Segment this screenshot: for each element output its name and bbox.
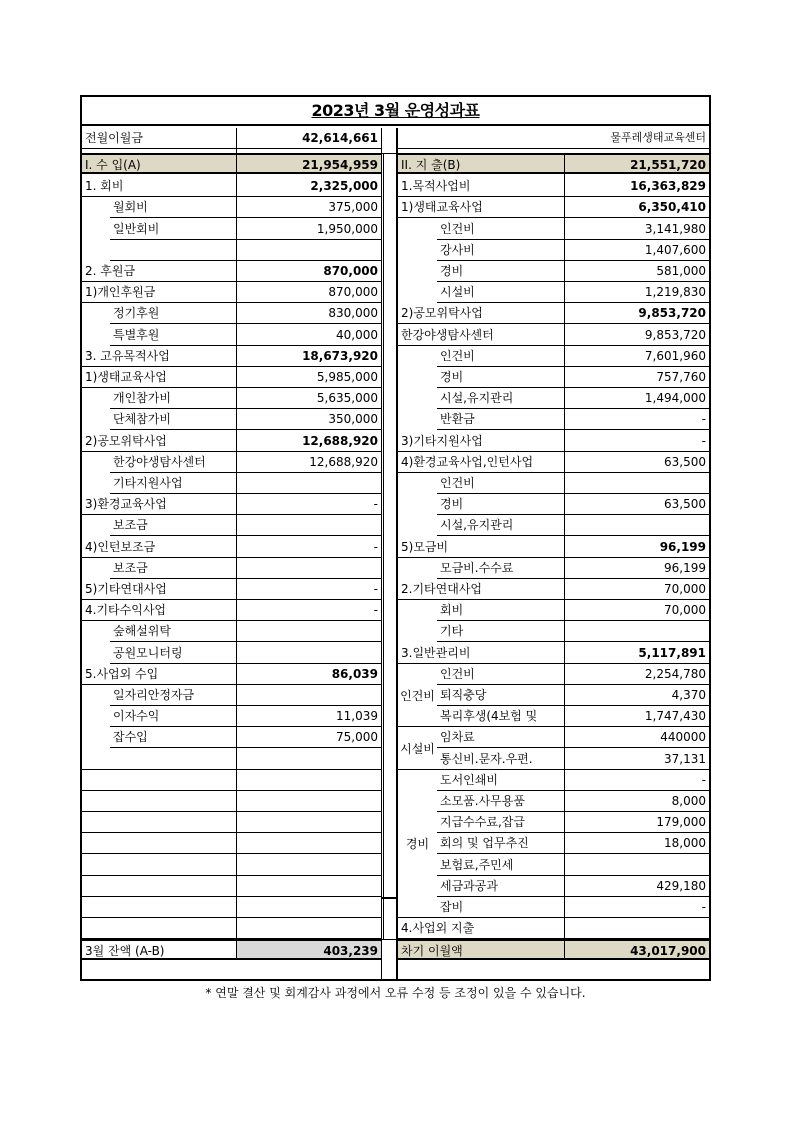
income-row-label: 보조금 bbox=[110, 558, 236, 579]
expense-row-label: 4.사업외 지출 bbox=[398, 918, 564, 939]
expense-row-label: 복리후생(4보험 및 bbox=[437, 706, 564, 727]
expense-row-label: 경비 bbox=[437, 494, 564, 515]
expense-row-label: 2)공모위탁사업 bbox=[398, 303, 564, 324]
expense-row-value: 1,494,000 bbox=[564, 388, 709, 409]
expense-row-label: 시설,유지관리 bbox=[437, 515, 564, 536]
income-row-label: 개인참가비 bbox=[110, 388, 236, 409]
income-row-value: 86,039 bbox=[236, 664, 381, 685]
income-row-value bbox=[236, 473, 381, 494]
income-row-value bbox=[236, 240, 381, 261]
expense-row-value: 63,500 bbox=[564, 494, 709, 515]
expense-row-value: 581,000 bbox=[564, 261, 709, 282]
income-row-empty bbox=[82, 876, 236, 897]
expense-row-label: 인건비 bbox=[437, 219, 564, 240]
report-title: 2023년 3월 운영성과표 bbox=[311, 101, 480, 120]
expense-row-label: 인건비 bbox=[437, 473, 564, 494]
expense-row-value: 440000 bbox=[564, 727, 709, 748]
income-row-label: 잡수입 bbox=[110, 727, 236, 748]
carryover-value: 43,017,900 bbox=[564, 939, 709, 960]
income-row-label: 보조금 bbox=[110, 515, 236, 536]
expense-row-value: 757,760 bbox=[564, 367, 709, 388]
income-right-border bbox=[381, 128, 382, 979]
income-row-label: 이자수익 bbox=[110, 706, 236, 727]
income-row-empty bbox=[236, 897, 381, 918]
expense-row-value: 70,000 bbox=[564, 579, 709, 600]
expense-row-value: 16,363,829 bbox=[564, 176, 709, 197]
income-col-divider bbox=[236, 128, 237, 960]
balance-value: 403,239 bbox=[236, 939, 381, 960]
expense-row-value: 179,000 bbox=[564, 812, 709, 833]
expense-row-label: 4)환경교육사업,인턴사업 bbox=[398, 452, 564, 473]
expense-row-value: 429,180 bbox=[564, 876, 709, 897]
expense-row-label: 시설비 bbox=[437, 282, 564, 303]
expense-row-value: 5,117,891 bbox=[564, 643, 709, 664]
expense-row-value: 9,853,720 bbox=[564, 303, 709, 324]
expense-row-value: 37,131 bbox=[564, 749, 709, 770]
expense-row-label: 퇴직충당 bbox=[437, 685, 564, 706]
expense-row-label: 통신비.문자.우편. bbox=[437, 749, 564, 770]
income-row-empty bbox=[82, 918, 236, 939]
expense-row-value: - bbox=[564, 409, 709, 430]
income-row-label: 2. 후원금 bbox=[82, 261, 236, 282]
income-row-value: - bbox=[236, 537, 381, 558]
income-row-value bbox=[236, 643, 381, 664]
expense-row-label: 회의 및 업무추진 bbox=[437, 833, 564, 854]
org-name: 물푸레생태교육센터 bbox=[398, 128, 709, 149]
income-row-empty bbox=[236, 876, 381, 897]
income-row-label: 4.기타수익사업 bbox=[82, 600, 236, 621]
expense-row-label: 세금과공과 bbox=[437, 876, 564, 897]
income-row-label: 5.사업외 수입 bbox=[82, 664, 236, 685]
income-row-value: 75,000 bbox=[236, 727, 381, 748]
expense-row-label: 3)기타지원사업 bbox=[398, 431, 564, 452]
income-row-value: - bbox=[236, 494, 381, 515]
income-row-label: 기타지원사업 bbox=[110, 473, 236, 494]
income-row-label: 일반회비 bbox=[110, 219, 236, 240]
income-header-label: I. 수 입(A) bbox=[82, 153, 236, 174]
income-row-value: - bbox=[236, 579, 381, 600]
income-row-value bbox=[236, 558, 381, 579]
expense-row-label: 1.목적사업비 bbox=[398, 176, 564, 197]
expense-row-value: 4,370 bbox=[564, 685, 709, 706]
income-row-empty bbox=[236, 855, 381, 876]
income-row-empty bbox=[82, 897, 236, 918]
expense-row-label: 임차료 bbox=[437, 727, 564, 748]
income-row-label: 공원모니터링 bbox=[110, 643, 236, 664]
expense-row-label: 소모품.사무용품 bbox=[437, 791, 564, 812]
expense-header-value: 21,551,720 bbox=[564, 153, 709, 174]
income-row-empty bbox=[236, 770, 381, 791]
income-row-value: 40,000 bbox=[236, 325, 381, 346]
income-row-label: 월회비 bbox=[110, 197, 236, 218]
expense-row-value: 2,254,780 bbox=[564, 664, 709, 685]
income-row-empty bbox=[236, 812, 381, 833]
labor-group-label: 인건비 bbox=[398, 664, 437, 728]
income-row-empty bbox=[82, 791, 236, 812]
income-row-value bbox=[236, 515, 381, 536]
income-row-empty bbox=[82, 812, 236, 833]
expense-row-label: 도서인쇄비 bbox=[437, 770, 564, 791]
expense-row-value bbox=[564, 621, 709, 642]
expense-row-label: 보험료,주민세 bbox=[437, 855, 564, 876]
income-row-empty bbox=[236, 918, 381, 939]
expense-row-label: 경비 bbox=[437, 261, 564, 282]
income-row-value: 870,000 bbox=[236, 282, 381, 303]
prev-balance-label: 전월이월금 bbox=[82, 128, 236, 149]
expense-row-value: 9,853,720 bbox=[564, 325, 709, 346]
income-row-label: 일자리안정자금 bbox=[110, 685, 236, 706]
income-row-label: 한강야생탐사센터 bbox=[110, 452, 236, 473]
gap-top-line bbox=[381, 153, 396, 154]
income-row-value: 2,325,000 bbox=[236, 176, 381, 197]
income-row-value: 350,000 bbox=[236, 409, 381, 430]
income-row-value bbox=[236, 621, 381, 642]
income-row-value: 375,000 bbox=[236, 197, 381, 218]
income-row-value: 12,688,920 bbox=[236, 452, 381, 473]
expense-row-label: 기타 bbox=[437, 621, 564, 642]
income-row-value: 5,985,000 bbox=[236, 367, 381, 388]
expense-row-label: 한강야생탐사센터 bbox=[398, 325, 564, 346]
income-row-empty bbox=[82, 833, 236, 854]
expense-row-value: 1,219,830 bbox=[564, 282, 709, 303]
expense-header-label: II. 지 출(B) bbox=[398, 153, 564, 174]
income-row-value: 11,039 bbox=[236, 706, 381, 727]
income-row-empty bbox=[236, 791, 381, 812]
expense-row-value: 96,199 bbox=[564, 537, 709, 558]
expense-row-value: 70,000 bbox=[564, 600, 709, 621]
income-row-value: 5,635,000 bbox=[236, 388, 381, 409]
expense-row-label: 2.기타연대사업 bbox=[398, 579, 564, 600]
expense-row-value: 1,747,430 bbox=[564, 706, 709, 727]
expense-row-label: 모금비.수수료 bbox=[437, 558, 564, 579]
expense-row-value: 7,601,960 bbox=[564, 346, 709, 367]
income-row-label: 2)공모위탁사업 bbox=[82, 431, 236, 452]
income-row-label: 3. 고유목적사업 bbox=[82, 346, 236, 367]
income-row-label: 특별후원 bbox=[110, 325, 236, 346]
income-row-value: - bbox=[236, 600, 381, 621]
income-row-empty bbox=[236, 833, 381, 854]
expense-row-value bbox=[564, 855, 709, 876]
income-row-label: 정기후원 bbox=[110, 303, 236, 324]
expense-row-label: 5)모금비 bbox=[398, 537, 564, 558]
expense-row-label: 잡비 bbox=[437, 897, 564, 918]
income-row-value: 18,673,920 bbox=[236, 346, 381, 367]
expense-row-label: 시설,유지관리 bbox=[437, 388, 564, 409]
expense-row-value bbox=[564, 473, 709, 494]
income-row-label: 숲해설위탁 bbox=[110, 621, 236, 642]
expense-row-label: 회비 bbox=[437, 600, 564, 621]
expense-row-label: 인건비 bbox=[437, 346, 564, 367]
expense-row-label: 3.일반관리비 bbox=[398, 643, 564, 664]
footnote: * 연말 결산 및 회계감사 과정에서 오류 수정 등 조정이 있을 수 있습니다. bbox=[205, 986, 586, 1000]
facility-group-label: 시설비 bbox=[398, 727, 437, 769]
gap-bottom-line bbox=[381, 939, 396, 940]
income-row-label bbox=[110, 240, 236, 261]
expense-row-label: 경비 bbox=[437, 367, 564, 388]
expense-group-label: 경비 bbox=[398, 770, 437, 918]
balance-label: 3월 잔액 (A-B) bbox=[82, 939, 236, 960]
expense-row-value: 63,500 bbox=[564, 452, 709, 473]
expense-row-label: 지급수수료,잡급 bbox=[437, 812, 564, 833]
expense-row-value: - bbox=[564, 897, 709, 918]
income-row-label: 4)인턴보조금 bbox=[82, 537, 236, 558]
expense-col-divider bbox=[564, 153, 565, 960]
title-row bbox=[80, 95, 711, 126]
income-row-label: 1)생태교육사업 bbox=[82, 367, 236, 388]
income-row-value: 830,000 bbox=[236, 303, 381, 324]
expense-row-value: - bbox=[564, 770, 709, 791]
income-row-value bbox=[236, 685, 381, 706]
income-header-value: 21,954,959 bbox=[236, 153, 381, 174]
expense-row-value: 8,000 bbox=[564, 791, 709, 812]
expense-row-value: 96,199 bbox=[564, 558, 709, 579]
expense-row-label: 1)생태교육사업 bbox=[398, 197, 564, 218]
income-row-empty bbox=[236, 749, 381, 770]
income-row-label: 단체참가비 bbox=[110, 409, 236, 430]
expense-row-label: 반환금 bbox=[437, 409, 564, 430]
expense-row-value: 18,000 bbox=[564, 833, 709, 854]
income-row-empty bbox=[82, 749, 236, 770]
expense-row-value bbox=[564, 918, 709, 939]
expense-row-label: 인건비 bbox=[437, 664, 564, 685]
income-row-label: 5)기타연대사업 bbox=[82, 579, 236, 600]
prev-balance-value: 42,614,661 bbox=[236, 128, 381, 149]
income-row-empty bbox=[82, 770, 236, 791]
income-row-label: 1)개인후원금 bbox=[82, 282, 236, 303]
center-gap-line bbox=[383, 153, 384, 939]
income-row-empty bbox=[82, 855, 236, 876]
income-row-value: 12,688,920 bbox=[236, 431, 381, 452]
expense-row-value: 1,407,600 bbox=[564, 240, 709, 261]
gap-mid-line bbox=[381, 897, 396, 899]
income-row-label: 1. 회비 bbox=[82, 176, 236, 197]
expense-row-value: 6,350,410 bbox=[564, 197, 709, 218]
income-row-value: 870,000 bbox=[236, 261, 381, 282]
expense-row-value bbox=[564, 515, 709, 536]
expense-row-value: 3,141,980 bbox=[564, 219, 709, 240]
income-row-value: 1,950,000 bbox=[236, 219, 381, 240]
carryover-label: 차기 이월액 bbox=[398, 939, 564, 960]
expense-row-label: 강사비 bbox=[437, 240, 564, 261]
income-row-label: 3)환경교육사업 bbox=[82, 494, 236, 515]
expense-row-value: - bbox=[564, 431, 709, 452]
